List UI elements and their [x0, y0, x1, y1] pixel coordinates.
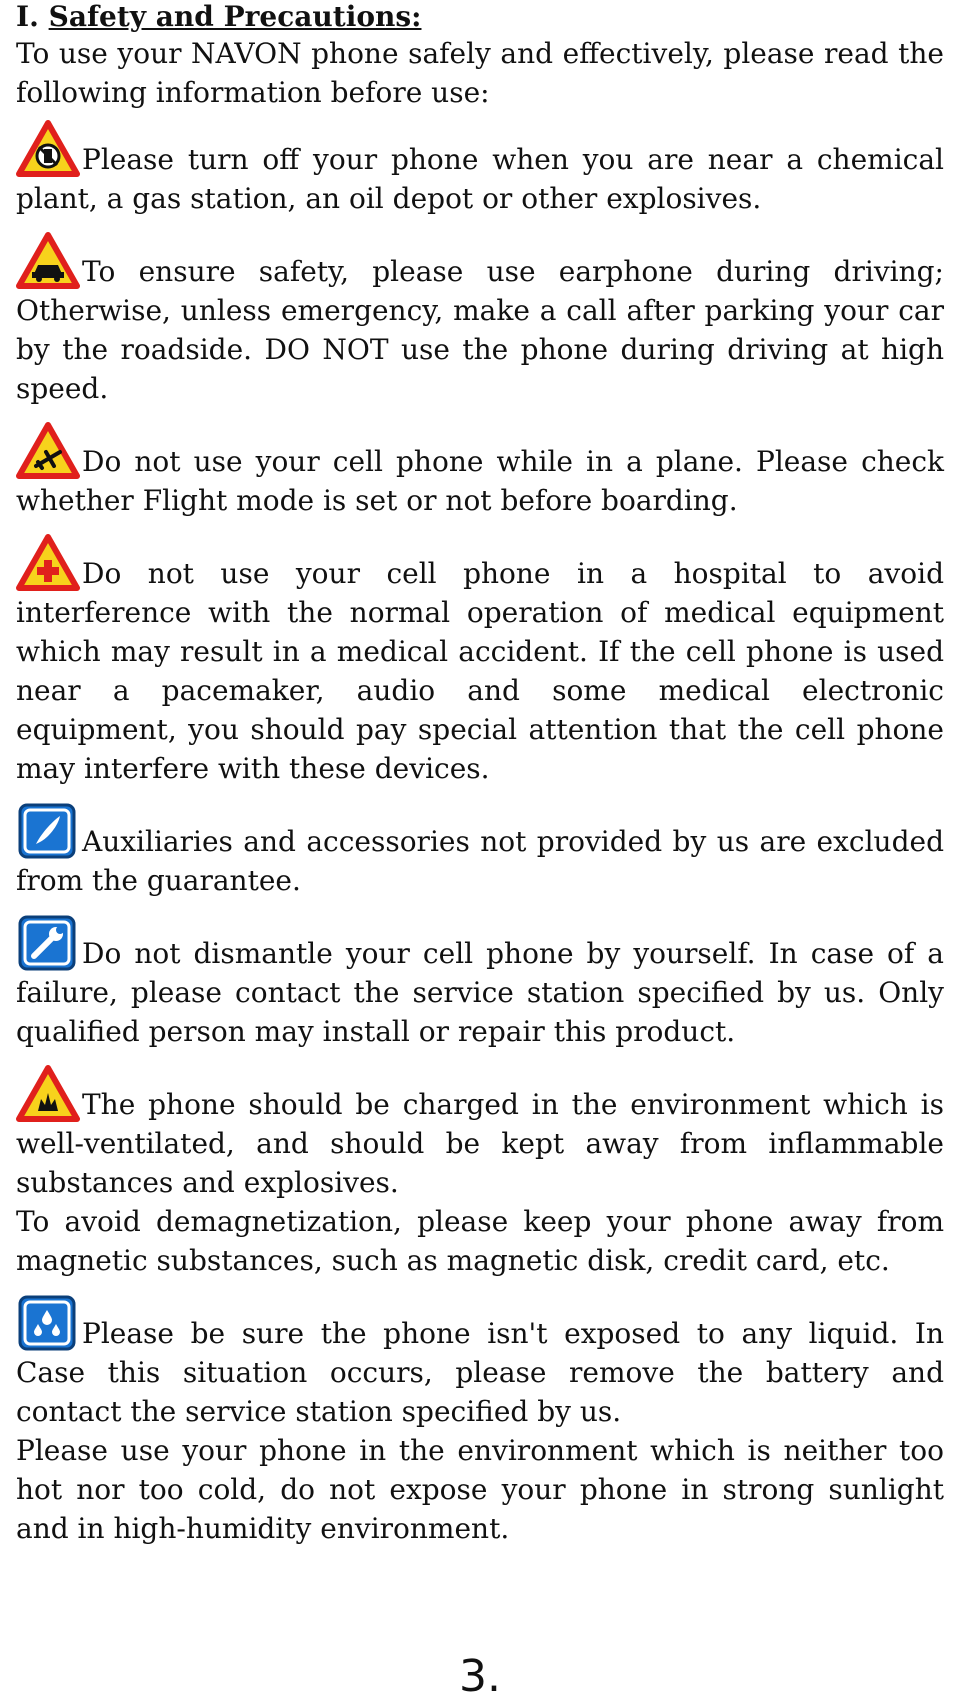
charging-warning-icon	[16, 1065, 80, 1123]
hospital-warning-icon	[16, 534, 80, 592]
accessories-icon	[16, 802, 80, 860]
wrench-icon	[16, 914, 80, 972]
document-page	[16, 0, 944, 1548]
precaution-driving	[16, 232, 944, 408]
precaution-extra-text: To avoid demagnetization, please keep your phone away from magnetic substances, such as magnetic disk, credit card, etc.	[16, 1205, 944, 1277]
precaution-text: Please turn off your phone when you are near a chemical plant, a gas station, an oil depot or other explosives.	[16, 143, 944, 215]
precaution-text: Auxiliaries and accessories not provided by us are excluded from the guarantee.	[16, 825, 944, 897]
precaution-dismantle	[16, 914, 944, 1051]
precaution-airplane	[16, 422, 944, 520]
liquid-icon	[16, 1294, 80, 1352]
precaution-hospital	[16, 534, 944, 788]
intro-paragraph: To use your NAVON phone safely and effectively, please read the following information before use:	[16, 37, 944, 109]
airplane-warning-icon	[16, 422, 80, 480]
car-warning-icon	[16, 232, 80, 290]
page-number: 3.	[459, 1651, 501, 1702]
precaution-charging	[16, 1065, 944, 1280]
precaution-text: Do not dismantle your cell phone by yourself. In case of a failure, please contact the service station specified by us. Only qualified person may install or repair this product.	[16, 937, 944, 1048]
precaution-accessories	[16, 802, 944, 900]
precaution-explosives	[16, 120, 944, 218]
section-heading	[16, 0, 944, 34]
section-title: Safety and Precautions:	[48, 0, 422, 33]
explosives-warning-icon	[16, 120, 80, 178]
precaution-text: Do not use your cell phone while in a plane. Please check whether Flight mode is set or not before boarding.	[16, 445, 944, 517]
precaution-text: Do not use your cell phone in a hospital to avoid interference with the normal operation of medical equipment which may result in a medical accident. If the cell phone is used near a pacemaker, audio and some medical electronic equipment, you should pay special attention that the cell phone may interfere with these devices.	[16, 557, 944, 785]
precaution-liquid	[16, 1294, 944, 1548]
section-number: I.	[16, 0, 39, 33]
precaution-text: To ensure safety, please use earphone during driving; Otherwise, unless emergency, make a call after parking your car by the roadside. DO NOT use the phone during driving at high speed.	[16, 255, 944, 405]
precaution-extra-text: Please use your phone in the environment which is neither too hot nor too cold, do not expose your phone in strong sunlight and in high-humidity environment.	[16, 1434, 944, 1545]
precaution-text: The phone should be charged in the environment which is well-ventilated, and should be kept away from inflammable substances and explosives.	[16, 1088, 944, 1199]
precaution-text: Please be sure the phone isn't exposed to any liquid. In Case this situation occurs, please remove the battery and contact the service station specified by us.	[16, 1317, 944, 1428]
